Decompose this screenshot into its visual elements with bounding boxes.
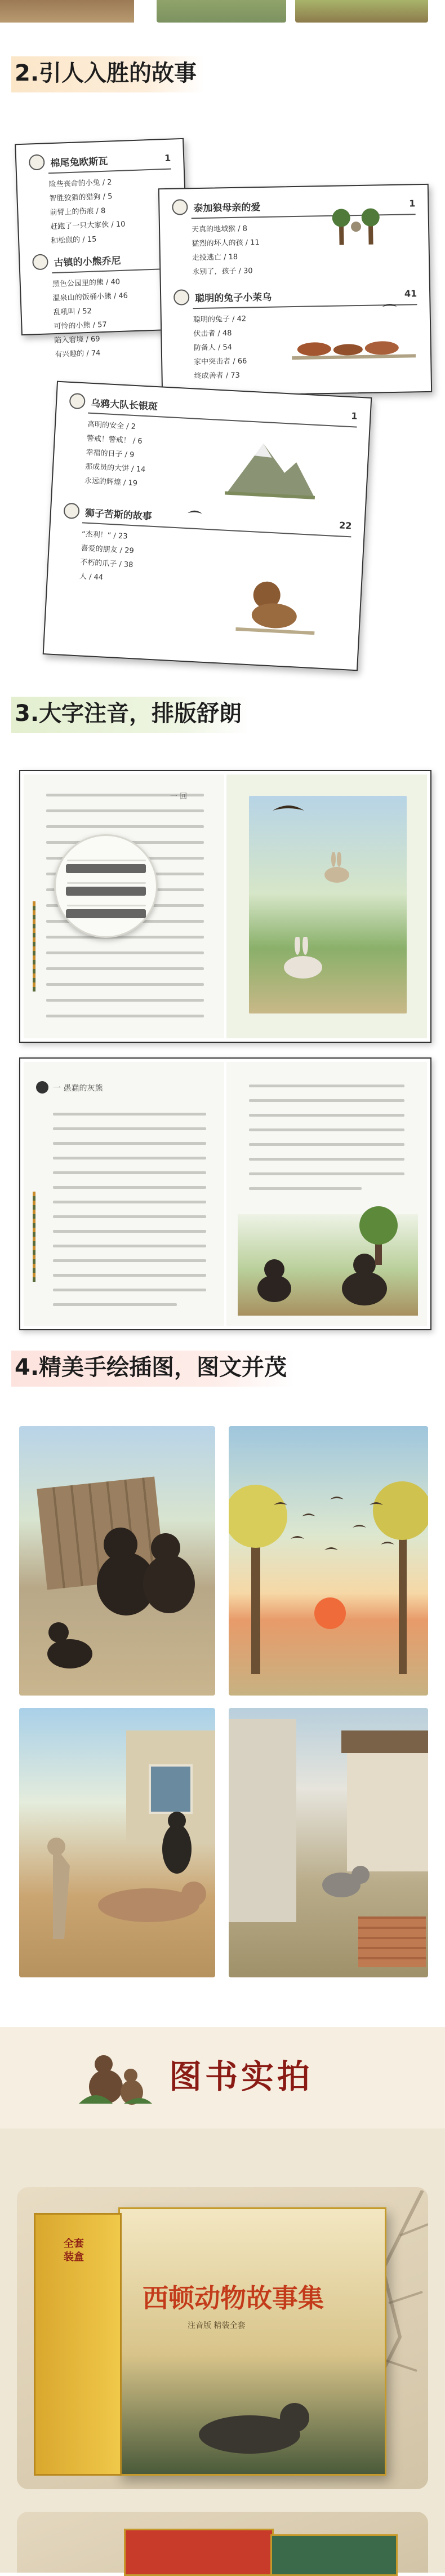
rabbit-badge-icon [173, 289, 189, 305]
toc-group-title: 泰加狼母亲的爱 [193, 201, 261, 214]
bear-cub-icon [36, 1612, 98, 1674]
pinyin-text-line [53, 1201, 206, 1203]
box-spine [34, 2213, 122, 2476]
pinyin-text-line [53, 1142, 206, 1145]
toc-item: 那成员的大饼 / 14 [84, 462, 146, 475]
pinyin-text-line [46, 809, 204, 812]
bookmark-strip [33, 1192, 35, 1282]
toc-item: 终成善者 / 73 [194, 371, 240, 381]
pinyin-text-line [46, 1015, 204, 1017]
showcase-banner [0, 2027, 445, 2128]
toc-item: 猛烈的坏人的孩 / 11 [192, 238, 260, 249]
pinyin-text-line [53, 1171, 206, 1174]
toc-group-page: 1 [164, 152, 171, 163]
section-title-text: 3.大字注音，排版舒朗 [15, 701, 242, 727]
pinyin-text-line [46, 967, 204, 970]
rabbit-icon [317, 852, 356, 886]
pinyin-text-line [46, 999, 204, 1002]
pinyin-text-line [53, 1113, 206, 1116]
chapter-title: 一 愚蠢的灰熊 [53, 1084, 103, 1093]
toc-card-b [158, 184, 432, 397]
lion-badge-icon [63, 503, 79, 519]
text-and-illustration-page-right [226, 1062, 427, 1326]
boxed-set [118, 2207, 386, 2476]
pinyin-text-line [46, 951, 204, 954]
pinyin-text-line [53, 1157, 206, 1159]
toc-item: 聪明的兔子 / 42 [193, 315, 247, 325]
dog-icon [154, 1809, 199, 1877]
pinyin-text-line [53, 1259, 206, 1262]
bird-icon [186, 507, 204, 517]
toc-group-title: 乌鸦大队长银斑 [90, 397, 158, 413]
toc-item: 伏击者 / 48 [193, 329, 232, 339]
toc-group-title: 棉尾兔欧斯瓦 [50, 156, 108, 169]
toc-item: 家中突击者 / 66 [194, 357, 247, 367]
toc-item: 天真的地域猴 / 8 [191, 224, 248, 234]
illustration-cat-in-alley [229, 1708, 428, 1977]
section-title-illustrations [11, 1351, 295, 1387]
magnified-text-line [66, 909, 146, 918]
alley-roof-right [341, 1730, 428, 1753]
toc-item: 永别了，孩子 / 30 [192, 267, 253, 277]
toc-group [32, 250, 178, 363]
illustration-dogs-by-house [19, 1708, 215, 1977]
rabbit-icon [272, 937, 333, 982]
pinyin-text-line [249, 1128, 404, 1131]
box-title: 西顿动物故事集 [143, 2283, 324, 2313]
magnifier-circle [54, 834, 158, 938]
top-illustration-3 [295, 0, 428, 23]
toc-item: 乱吼叫 / 52 [53, 307, 92, 317]
book-cover [270, 2534, 398, 2576]
fox-family-illustration [291, 326, 416, 362]
house-window [149, 1764, 193, 1814]
toc-item: 黑色公园里的熊 / 40 [52, 277, 121, 289]
pinyin-text-line [53, 1186, 206, 1189]
alley-wall-left [229, 1719, 296, 1922]
lion-illustration [231, 572, 319, 639]
pinyin-text-line [53, 1289, 206, 1291]
toc-group-page: 1 [409, 197, 416, 209]
illustration-birds-at-sunset [229, 1426, 428, 1696]
toc-item: 人 / 44 [79, 572, 104, 582]
pinyin-text-line [53, 1127, 206, 1130]
magnified-text-line [66, 887, 146, 896]
tree-pair-illustration [328, 193, 391, 251]
toc-item: 不朽的爪子 / 38 [79, 558, 134, 570]
pinyin-text-line [249, 1114, 404, 1117]
toc-item: 警戒！警戒！ / 6 [86, 434, 143, 446]
toc-item: 险些丧命的小兔 / 2 [48, 178, 112, 189]
toc-item: 走投逃亡 / 18 [192, 253, 238, 263]
toc-item: 喜爱的朋友 / 29 [81, 544, 135, 556]
pinyin-text-line [249, 1085, 404, 1087]
toc-card-c [43, 381, 372, 671]
toc-item: 有兴趣的 / 74 [55, 349, 101, 360]
flock-of-birds-icon [268, 1488, 398, 1573]
pinyin-text-line [53, 1245, 206, 1247]
toc-group-title: 狮子苦斯的故事 [84, 507, 153, 523]
crow-badge-icon [69, 393, 86, 409]
book-spread-two [19, 1057, 431, 1330]
section-title-stories [11, 56, 204, 92]
rabbit-scene-illustration [249, 796, 407, 1013]
showcase-title: 图书实拍 [169, 2057, 314, 2096]
bear-badge-icon [32, 254, 48, 270]
pinyin-line [67, 882, 146, 884]
chapter-badge [36, 1081, 48, 1094]
pinyin-text-line [249, 1099, 404, 1102]
toc-group-page: 41 [404, 287, 417, 299]
section-title-text: 2.引人入胜的故事 [15, 60, 197, 86]
toc-item: 可怜的小熊 / 57 [54, 320, 107, 331]
toc-group-page: 22 [339, 519, 352, 531]
pinyin-text-line [249, 1172, 404, 1175]
pinyin-text-line [249, 1187, 362, 1190]
top-illustration-1 [0, 0, 134, 23]
toc-item: 和松鼠的 / 15 [50, 235, 97, 246]
toc-group-page: 1 [350, 410, 358, 422]
bird-icon [381, 301, 398, 311]
toc-item: 防备人 / 54 [193, 343, 233, 353]
pinyin-text-line [46, 936, 204, 939]
toc-item: “杰利！” / 23 [81, 530, 128, 541]
rabbit-badge-icon [29, 154, 45, 171]
pinyin-line [67, 905, 146, 906]
bookmark-strip [33, 901, 35, 992]
bear-icon [249, 1254, 300, 1304]
toc-item: 智胜狡猾的猎狗 / 5 [49, 192, 113, 203]
toc-item: 永远的辉煌 / 19 [84, 476, 138, 488]
toc-group-title: 聪明的兔子小茉乌 [195, 291, 272, 304]
pinyin-line [67, 860, 146, 861]
eagle-icon [272, 802, 305, 815]
spread-caption: 一 回 [170, 793, 188, 801]
magnified-text-line [66, 864, 146, 873]
pinyin-text-line [53, 1230, 206, 1233]
text-page-left [24, 1062, 224, 1326]
toc-group-head [29, 150, 171, 171]
illustration-bears-in-yard [19, 1426, 215, 1696]
product-photo-books [0, 2489, 445, 2573]
cat-icon [313, 1849, 375, 1911]
mountain-illustration [221, 430, 321, 503]
toc-group-title: 古镇的小熊乔尼 [54, 255, 121, 269]
toc-item: 前臂上的伤痕 / 8 [50, 206, 106, 218]
pinyin-text-line [46, 825, 204, 828]
book-cover [124, 2529, 274, 2576]
setting-sun [314, 1597, 346, 1629]
toc-item: 高明的安全 / 2 [87, 420, 136, 432]
toc-group [29, 150, 174, 249]
wolf-illustration [188, 2378, 312, 2463]
pinyin-text-line [53, 1274, 206, 1277]
illustration-page-right [226, 774, 427, 1038]
toc-group-head [32, 250, 175, 271]
section-title-large-print [11, 697, 250, 733]
toc-item: 幸福的日子 / 9 [86, 448, 135, 460]
text-page-left [24, 774, 224, 1038]
pinyin-text-line [46, 983, 204, 986]
top-illustration-2 [157, 0, 286, 23]
section-title-text: 4.精美手绘插图，图文并茂 [15, 1355, 287, 1380]
pinyin-text-line [53, 1215, 206, 1218]
tree-icon [350, 1203, 407, 1265]
box-tagline: 注音版 精装全套 [188, 2321, 246, 2330]
toc-item: 温泉山的饭桶小熊 / 46 [52, 291, 128, 303]
wolf-badge-icon [172, 199, 188, 215]
product-photo-box [0, 2128, 445, 2489]
book-spread-one [19, 770, 431, 1043]
spine-label: 全套装盒 [64, 2238, 84, 2263]
bear-icon [87, 1511, 199, 1623]
bear-family-icon [79, 2047, 152, 2109]
pinyin-text-line [249, 1158, 404, 1161]
pinyin-text-line [53, 1303, 177, 1306]
pinyin-text-line [249, 1143, 404, 1146]
bear-forest-illustration [238, 1214, 418, 1316]
toc-item: 陷入窘境 / 69 [54, 335, 100, 346]
stacked-boxes [358, 1916, 426, 1967]
toc-item: 赶跑了一只大家伙 / 10 [50, 220, 126, 232]
